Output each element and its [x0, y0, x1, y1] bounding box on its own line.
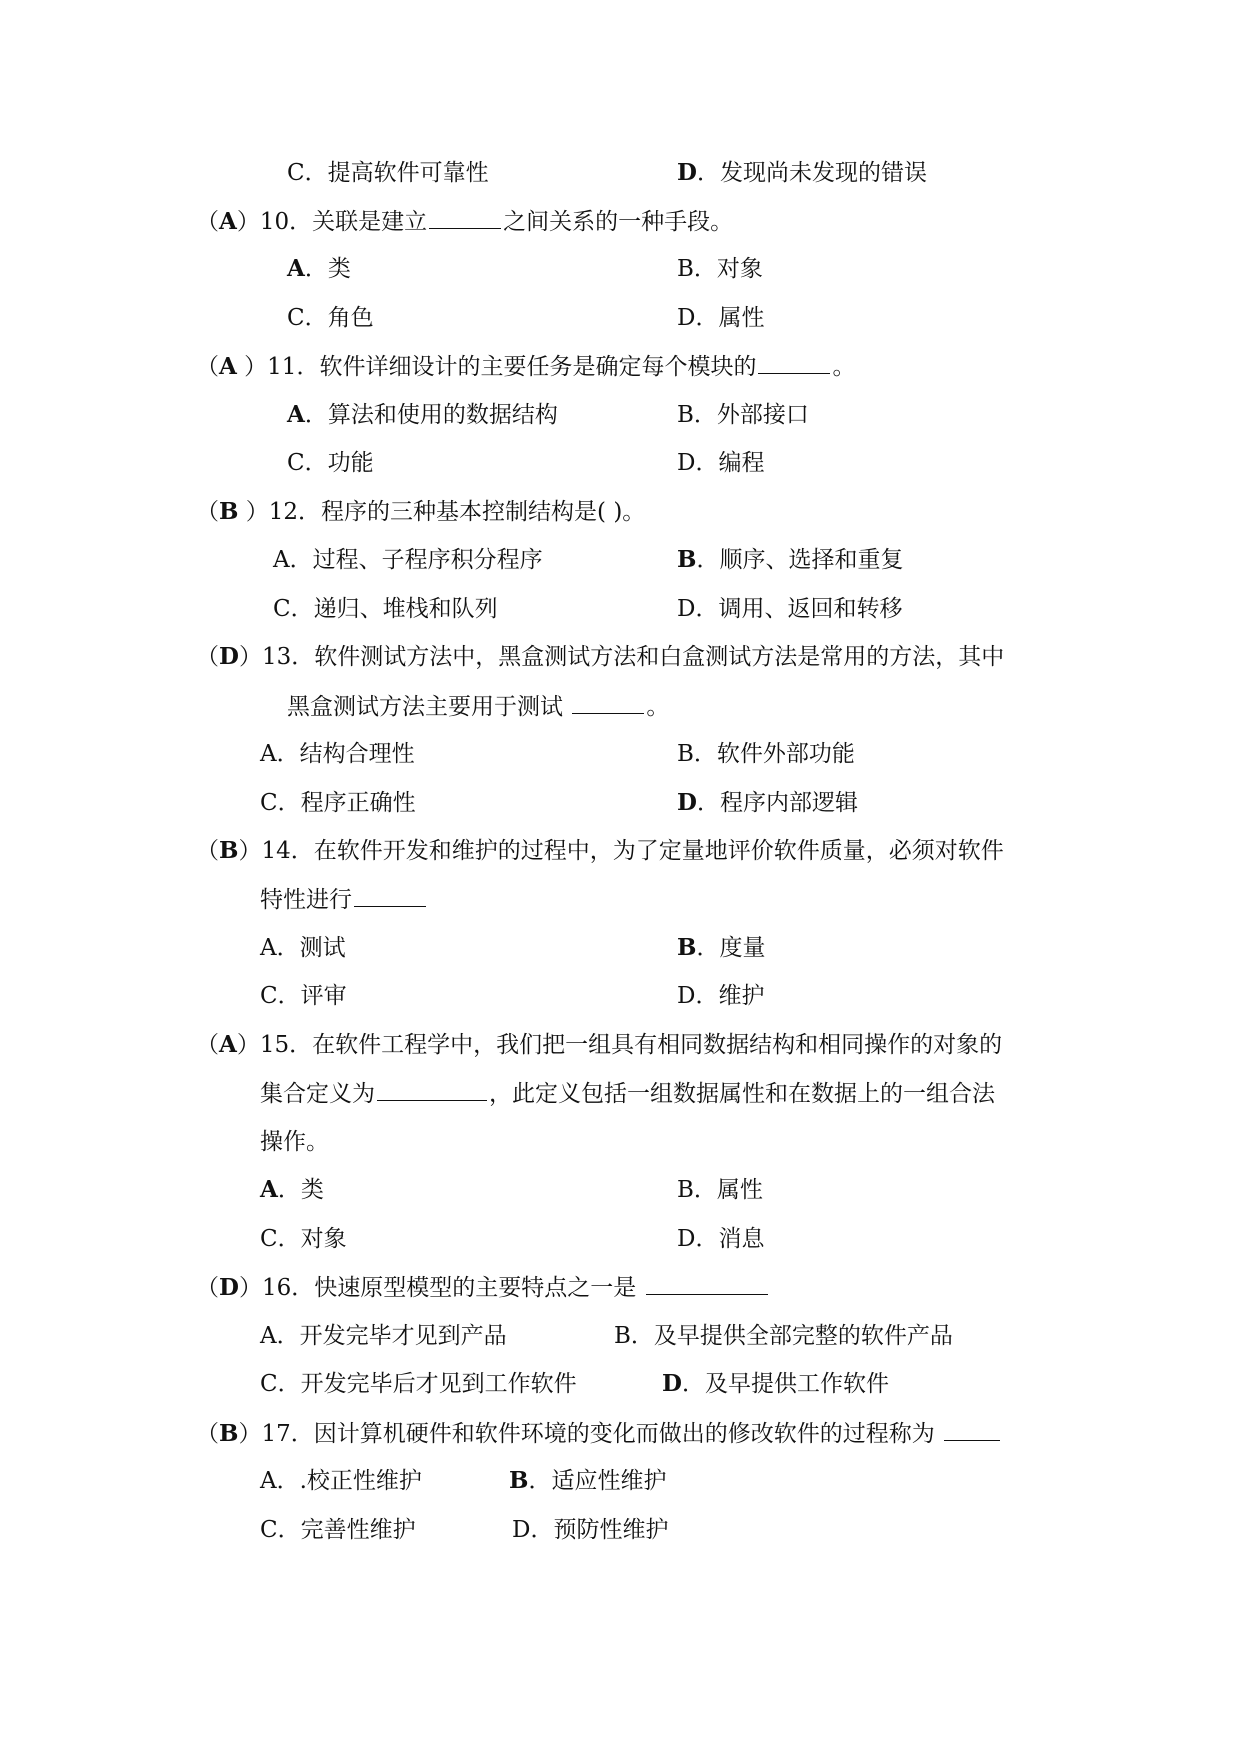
- q15-option-a: A．类: [260, 1176, 324, 1203]
- q14-stem-line2: 特性进行: [260, 884, 428, 915]
- q12-option-d: D．调用、返回和转移: [677, 596, 903, 622]
- q11-stem: （A ）11．软件详细设计的主要任务是确定每个模块的 。: [196, 353, 856, 380]
- q17-option-b: B．适应性维护: [509, 1467, 667, 1494]
- answer-blank: [429, 206, 501, 229]
- q10-option-a: A．类: [287, 255, 351, 282]
- q17-option-a: A．.校正性维护: [260, 1468, 422, 1494]
- q11-option-c: C．功能: [287, 450, 374, 476]
- q10-stem: （A）10．关联是建立 之间关系的一种手段。: [196, 208, 734, 235]
- q10-option-d: D．属性: [677, 305, 765, 331]
- answer-blank: [377, 1078, 487, 1101]
- q17-option-d: D．预防性维护: [512, 1517, 669, 1543]
- q15-stem-line1: （A）15．在软件工程学中，我们把一组具有相同数据结构和相同操作的对象的: [196, 1031, 1003, 1058]
- q16-option-b: B．及早提供全部完整的软件产品: [614, 1323, 953, 1349]
- answer-blank: [944, 1418, 1000, 1441]
- q10-option-b: B．对象: [677, 256, 763, 282]
- answer-blank: [354, 884, 426, 907]
- q12-option-a: A．过程、子程序积分程序: [273, 547, 543, 573]
- q9-option-d: D．发现尚未发现的错误: [677, 159, 927, 186]
- q13-stem-line2: 黑盒测试方法主要用于测试 。: [287, 691, 669, 722]
- q12-option-c: C．递归、堆栈和队列: [273, 596, 498, 622]
- q15-stem-line2: 集合定义为 ，此定义包括一组数据属性和在数据上的一组合法: [260, 1078, 995, 1109]
- q11-option-a: A．算法和使用的数据结构: [287, 401, 558, 428]
- q15-stem-line3: 操作。: [260, 1129, 329, 1155]
- q11-option-b: B．外部接口: [677, 402, 809, 428]
- q13-option-d: D．程序内部逻辑: [677, 789, 858, 816]
- q11-option-d: D．编程: [677, 450, 765, 476]
- q14-option-c: C．评审: [260, 983, 347, 1009]
- q12-option-b: B．顺序、选择和重复: [677, 546, 904, 573]
- q13-stem-line1: （D）13．软件测试方法中，黑盒测试方法和白盒测试方法是常用的方法，其中: [196, 643, 1005, 670]
- q15-option-c: C．对象: [260, 1226, 347, 1252]
- q16-option-c: C．开发完毕后才见到工作软件: [260, 1371, 577, 1397]
- q13-option-b: B．软件外部功能: [677, 741, 855, 767]
- q10-option-c: C．角色: [287, 305, 374, 331]
- q14-option-b: B．度量: [677, 934, 766, 961]
- q15-option-d: D．消息: [677, 1226, 765, 1252]
- q12-stem: （B ）12．程序的三种基本控制结构是( )。: [196, 498, 646, 525]
- q16-option-a: A．开发完毕才见到产品: [260, 1323, 507, 1349]
- q13-option-a: A．结构合理性: [260, 741, 415, 767]
- q14-option-d: D．维护: [677, 983, 765, 1009]
- q17-stem: （B）17．因计算机硬件和软件环境的变化而做出的修改软件的过程称为: [196, 1418, 1002, 1449]
- answer-blank: [758, 351, 830, 374]
- q14-stem-line1: （B）14．在软件开发和维护的过程中，为了定量地评价软件质量，必须对软件: [196, 837, 1004, 864]
- q16-stem: （D）16．快速原型模型的主要特点之一是: [196, 1272, 770, 1303]
- q9-option-c: C．提高软件可靠性: [287, 160, 489, 186]
- q13-option-c: C．程序正确性: [260, 790, 416, 816]
- answer-blank: [646, 1272, 768, 1295]
- answer-blank: [572, 691, 644, 714]
- q16-option-d: D．及早提供工作软件: [662, 1370, 889, 1397]
- q17-option-c: C．完善性维护: [260, 1517, 416, 1543]
- q14-option-a: A．测试: [260, 935, 346, 961]
- q15-option-b: B．属性: [677, 1177, 763, 1203]
